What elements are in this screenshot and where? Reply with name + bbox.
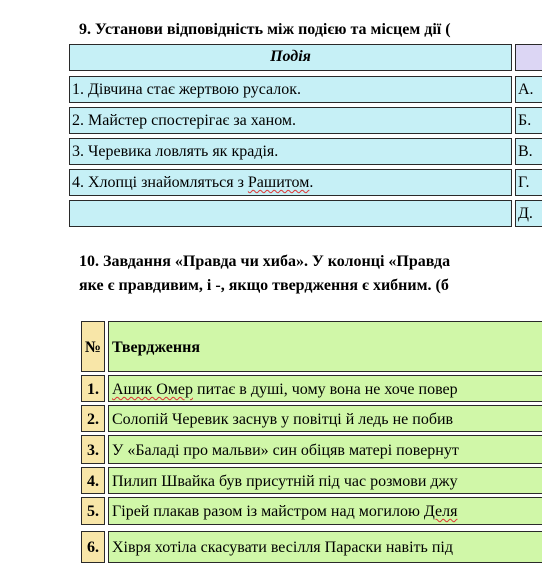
task10-row-5-text xyxy=(108,497,542,525)
task9-title: 9. Установи відповідність між подією та місцем дії ( xyxy=(79,21,451,38)
task9-event-4 xyxy=(69,169,512,196)
task10-row-1-rest: питає в душі, чому вона не хоче повер xyxy=(193,381,458,398)
task10-row-3-text: У «Баладі про мальви» син обіцяв матері повернут xyxy=(108,435,542,464)
task9-event-2: 2. Майстер спостерігає за ханом. xyxy=(69,107,512,134)
task9-event-5 xyxy=(69,200,512,227)
task10-title-line1: 10. Завдання «Правда чи хиба». У колонці «Правда xyxy=(79,253,451,270)
task10-row-5-num: 5. xyxy=(81,497,105,525)
task9-event-1: 1. Дівчина стає жертвою русалок. xyxy=(69,76,512,103)
task10-row-2-num: 2. xyxy=(81,405,105,432)
task9-header-place xyxy=(515,44,542,71)
task10-row-2-text: Солопій Черевик заснув у повітці й ледь не побив xyxy=(108,405,542,432)
task9-option-4: Г. xyxy=(515,169,542,196)
task10-row-5-name: Деля xyxy=(423,503,458,520)
task10-row-1-num: 1. xyxy=(81,375,105,402)
task10-row-3-num: 3. xyxy=(81,435,105,464)
task10-row-1-name: Ашик Омер xyxy=(112,381,193,398)
task10-header-num: № xyxy=(81,321,105,372)
task9-event-4-suffix: . xyxy=(309,174,314,191)
task10-header-text: Твердження xyxy=(108,321,542,372)
task9-event-4-name: Рашитом xyxy=(247,174,310,191)
task10-row-1-text xyxy=(108,375,542,402)
task9-event-3: 3. Черевика ловлять як крадія. xyxy=(69,138,512,165)
task10-row-4-text: Пилип Швайка був присутній під час розмови джу xyxy=(108,467,542,494)
task9-option-1: А. xyxy=(515,76,542,103)
task9-option-5: Д. xyxy=(515,200,542,227)
task10-title-line2: яке є правдивим, і -, якщо твердження є хибним. (б xyxy=(79,277,449,294)
task10-row-4-num: 4. xyxy=(81,467,105,494)
task10-row-5-rest: Гірей плакав разом із майстром над могилою xyxy=(112,503,424,520)
task10-row-6-text: Хівря хотіла скасувати весілля Параски навіть під xyxy=(108,531,542,563)
task9-header-event: Подія xyxy=(69,44,512,71)
task9-option-3: В. xyxy=(515,138,542,165)
task9-event-4-prefix: 4. Хлопці знайомляться з xyxy=(72,174,248,191)
task10-row-6-num: 6. xyxy=(81,531,105,563)
task9-option-2: Б. xyxy=(515,107,542,134)
